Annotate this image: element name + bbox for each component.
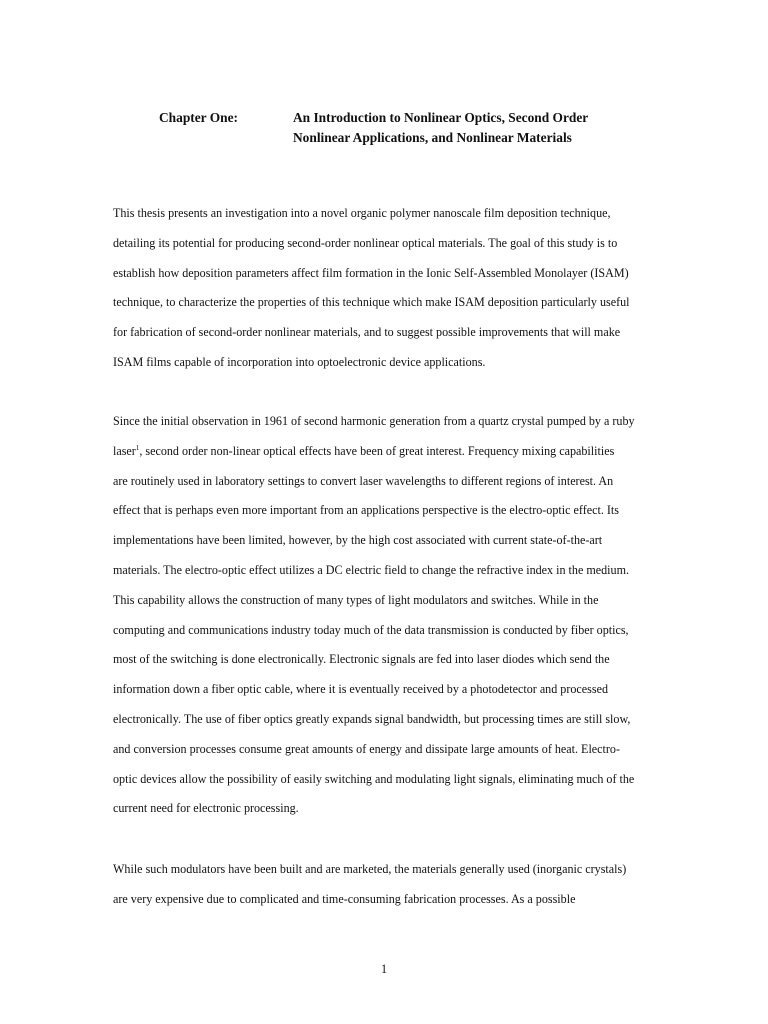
paragraph-history (113, 407, 673, 824)
page-number: 1 (380, 962, 388, 976)
text-line: effect that is perhaps even more important from an applications perspective is the electro-optic effect. Its (113, 503, 619, 518)
text-line-with-footnote (113, 437, 673, 467)
text-line: information down a fiber optic cable, where it is eventually received by a photodetector and processed (113, 682, 608, 697)
text-line: implementations have been limited, however, by the high cost associated with current state-of-the-art (113, 533, 603, 548)
text-line: electronically. The use of fiber optics greatly expands signal bandwidth, but processing times are still slow, (113, 711, 631, 726)
text-line: optic devices allow the possibility of easily switching and modulating light signals, eliminating much of the (113, 771, 635, 786)
text-line: Since the initial observation in 1961 of second harmonic generation from a quartz crystal pumped by a ruby (113, 414, 635, 428)
text-fragment: laser (113, 443, 136, 458)
text-line: computing and communications industry today much of the data transmission is conducted by fiber optics, (113, 622, 629, 637)
text-line: This thesis presents an investigation into a novel organic polymer nanoscale film deposition technique, (113, 206, 611, 220)
text-line: materials. The electro-optic effect utilizes a DC electric field to change the refractive index in the medium. (113, 562, 630, 577)
text-line: and conversion processes consume great amounts of energy and dissipate large amounts of heat. Electro- (113, 741, 620, 756)
text-line: While such modulators have been built and are marketed, the materials generally used (inorganic crystals) (113, 862, 627, 876)
text-line: technique, to characterize the properties of this technique which make ISAM deposition particularly useful (113, 295, 630, 310)
paragraph-thesis-intro (113, 199, 673, 378)
chapter-title-line: An Introduction to Nonlinear Optics, Second Order (293, 110, 589, 125)
text-line: establish how deposition parameters affect film formation in the Ionic Self-Assembled Monolayer (ISAM) (113, 265, 629, 280)
text-fragment: , second order non-linear optical effects have been of great interest. Frequency mixing capabilities (139, 443, 615, 458)
chapter-title (293, 108, 693, 148)
chapter-title-line: Nonlinear Applications, and Nonlinear Materials (293, 130, 572, 145)
footnote-marker: 1 (135, 443, 140, 452)
text-line: ISAM films capable of incorporation into optoelectronic device applications. (113, 354, 486, 369)
paragraph-modulators (113, 855, 673, 915)
text-line: for fabrication of second-order nonlinear materials, and to suggest possible improvements that will make (113, 325, 621, 340)
chapter-label: Chapter One: (159, 110, 238, 125)
text-line: current need for electronic processing. (113, 801, 299, 816)
text-line: most of the switching is done electronically. Electronic signals are fed into laser diodes which send the (113, 652, 610, 667)
text-line: are routinely used in laboratory settings to convert laser wavelengths to different regions of interest. An (113, 473, 614, 488)
text-line: This capability allows the construction of many types of light modulators and switches. While in the (113, 592, 599, 607)
text-line: detailing its potential for producing second-order nonlinear optical materials. The goal of this study is to (113, 235, 618, 250)
text-line: are very expensive due to complicated and time-consuming fabrication processes. As a possible (113, 891, 576, 906)
